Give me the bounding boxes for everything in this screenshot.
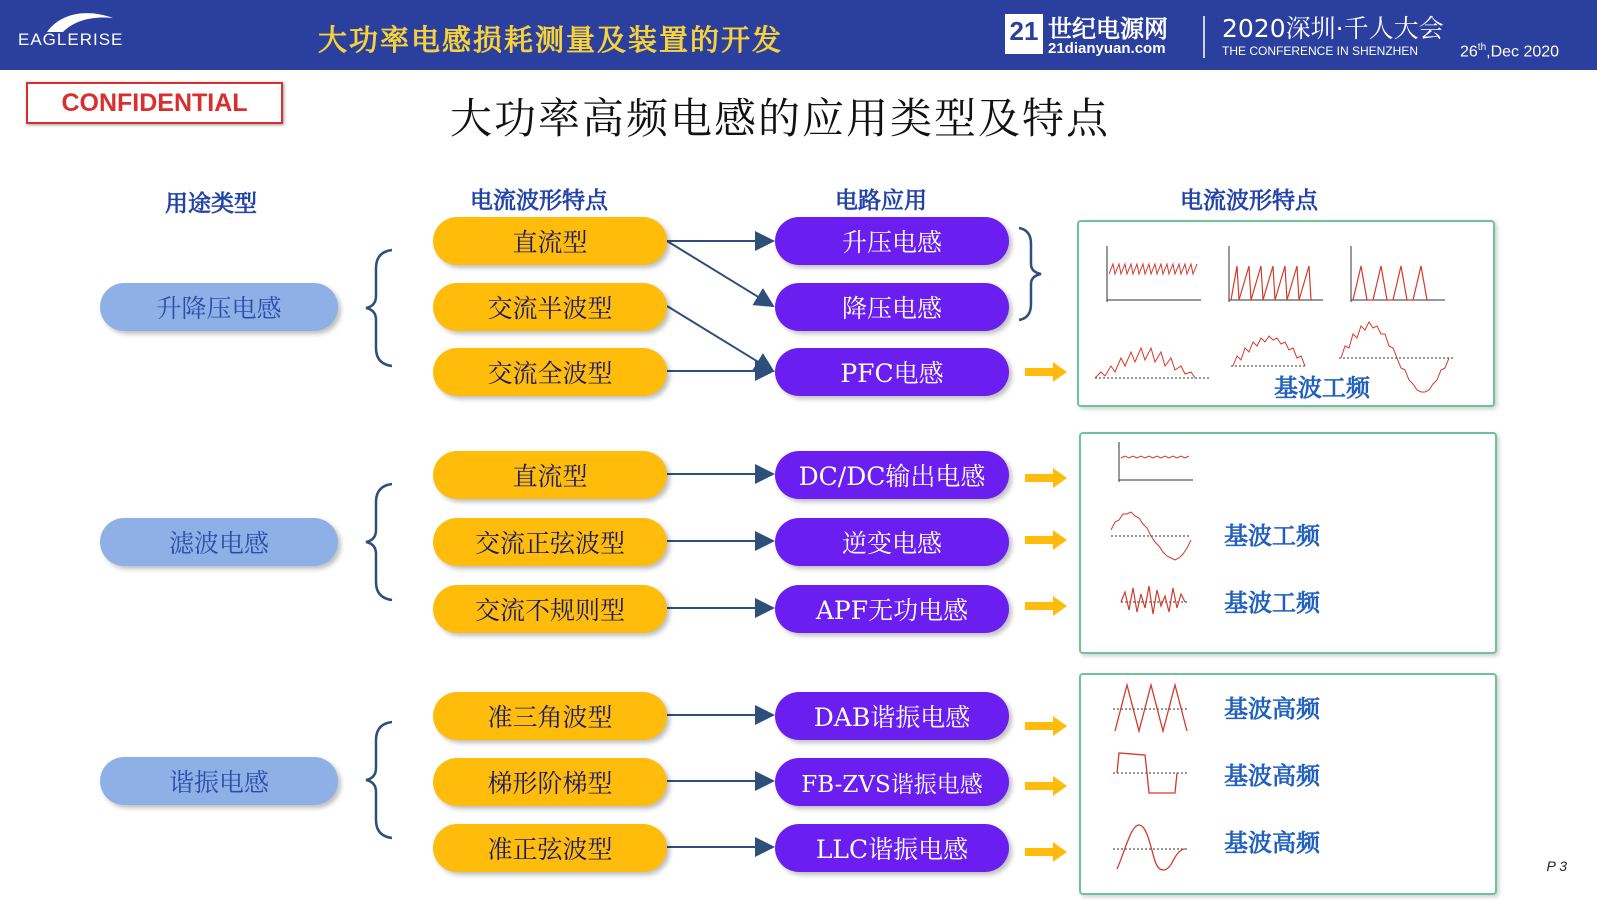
usage-pill-filter: 滤波电感 bbox=[100, 518, 338, 566]
current-pill-dc: 直流型 bbox=[433, 217, 667, 265]
half-sine-ripple-icon bbox=[1229, 330, 1309, 370]
column-head-current: 电流波形特点 bbox=[470, 188, 608, 214]
current-pill-quasi-triangle: 准三角波型 bbox=[433, 692, 667, 740]
discontinuous-wave-icon bbox=[1347, 244, 1447, 304]
company-logo: EAGLERISE bbox=[18, 30, 124, 49]
column-head-circuit: 电路应用 bbox=[835, 188, 927, 214]
usage-pill-resonant: 谐振电感 bbox=[100, 757, 338, 805]
arrow-icon bbox=[1025, 530, 1067, 550]
column-head-waveform: 电流波形特点 bbox=[1180, 188, 1318, 214]
conference-date: 26th,Dec 2020 bbox=[1460, 42, 1560, 61]
left-brace-icon bbox=[362, 720, 402, 840]
waveform-box-1 bbox=[1077, 220, 1495, 407]
waveform-label-2a: 基波工频 bbox=[1224, 522, 1320, 550]
arrow-icon bbox=[1025, 716, 1067, 736]
right-brace-icon bbox=[1015, 226, 1045, 322]
waveform-box-3 bbox=[1079, 673, 1497, 895]
arrow-icon bbox=[1025, 776, 1067, 796]
sawtooth-wave-icon bbox=[1225, 244, 1325, 304]
page-title: 大功率高频电感的应用类型及特点 bbox=[450, 94, 1111, 143]
circuit-pill-fb-zvs: FB-ZVS谐振电感 bbox=[775, 758, 1009, 806]
sine-ripple-icon bbox=[1109, 506, 1193, 566]
current-pill-quasi-sine: 准正弦波型 bbox=[433, 824, 667, 872]
brand-url: 21dianyuan.com bbox=[1048, 40, 1166, 57]
connector-halfwave-pfc bbox=[667, 306, 773, 371]
conference-subtitle: THE CONFERENCE IN SHENZHEN bbox=[1222, 44, 1419, 58]
arrow-icon bbox=[1025, 468, 1067, 488]
circuit-pill-inverter: 逆变电感 bbox=[775, 518, 1009, 566]
dc-small-ripple-icon bbox=[1115, 440, 1195, 484]
circuit-pill-buck: 降压电感 bbox=[775, 283, 1009, 331]
circuit-pill-pfc: PFC电感 bbox=[775, 348, 1009, 396]
column-head-usage: 用途类型 bbox=[165, 191, 257, 217]
circuit-pill-dab: DAB谐振电感 bbox=[775, 692, 1009, 740]
waveform-label-1: 基波工频 bbox=[1274, 374, 1370, 402]
connector-dc-buck bbox=[667, 241, 773, 306]
current-pill-full-wave: 交流全波型 bbox=[433, 348, 667, 396]
header-title: 大功率电感损耗测量及装置的开发 bbox=[318, 23, 784, 57]
brand-logo-box: 21 bbox=[1005, 14, 1043, 54]
conference-name: 2020深圳·千人大会 bbox=[1222, 14, 1444, 43]
usage-pill-buck-boost: 升降压电感 bbox=[100, 283, 338, 331]
arrow-icon bbox=[1025, 596, 1067, 616]
circuit-pill-boost: 升压电感 bbox=[775, 217, 1009, 265]
left-brace-icon bbox=[362, 248, 402, 368]
current-pill-dc-filter: 直流型 bbox=[433, 451, 667, 499]
triangle-wave-icon bbox=[1111, 681, 1191, 737]
current-pill-half-wave: 交流半波型 bbox=[433, 283, 667, 331]
current-pill-sine: 交流正弦波型 bbox=[433, 518, 667, 566]
left-brace-icon bbox=[362, 482, 402, 602]
waveform-label-3b: 基波高频 bbox=[1224, 762, 1320, 790]
trapezoid-wave-icon bbox=[1111, 745, 1191, 801]
arrow-icon bbox=[1025, 362, 1067, 382]
half-wave-ripple-icon bbox=[1093, 342, 1213, 382]
arrow-icon bbox=[1025, 842, 1067, 862]
current-pill-irregular: 交流不规则型 bbox=[433, 585, 667, 633]
confidential-stamp: CONFIDENTIAL bbox=[26, 82, 283, 124]
waveform-label-2b: 基波工频 bbox=[1224, 589, 1320, 617]
circuit-pill-dcdc-output: DC/DC输出电感 bbox=[775, 451, 1009, 499]
irregular-wave-icon bbox=[1119, 582, 1189, 622]
brand-name: 世纪电源网 bbox=[1048, 15, 1168, 43]
waveform-label-3c: 基波高频 bbox=[1224, 829, 1320, 857]
waveform-box-2 bbox=[1079, 432, 1497, 654]
page-number: P 3 bbox=[1546, 858, 1567, 874]
waveform-label-3a: 基波高频 bbox=[1224, 695, 1320, 723]
quasi-sine-wave-icon bbox=[1111, 821, 1191, 877]
current-pill-trapezoid: 梯形阶梯型 bbox=[433, 758, 667, 806]
dc-ripple-wave-icon bbox=[1103, 244, 1203, 304]
circuit-pill-apf: APF无功电感 bbox=[775, 585, 1009, 633]
circuit-pill-llc: LLC谐振电感 bbox=[775, 824, 1009, 872]
